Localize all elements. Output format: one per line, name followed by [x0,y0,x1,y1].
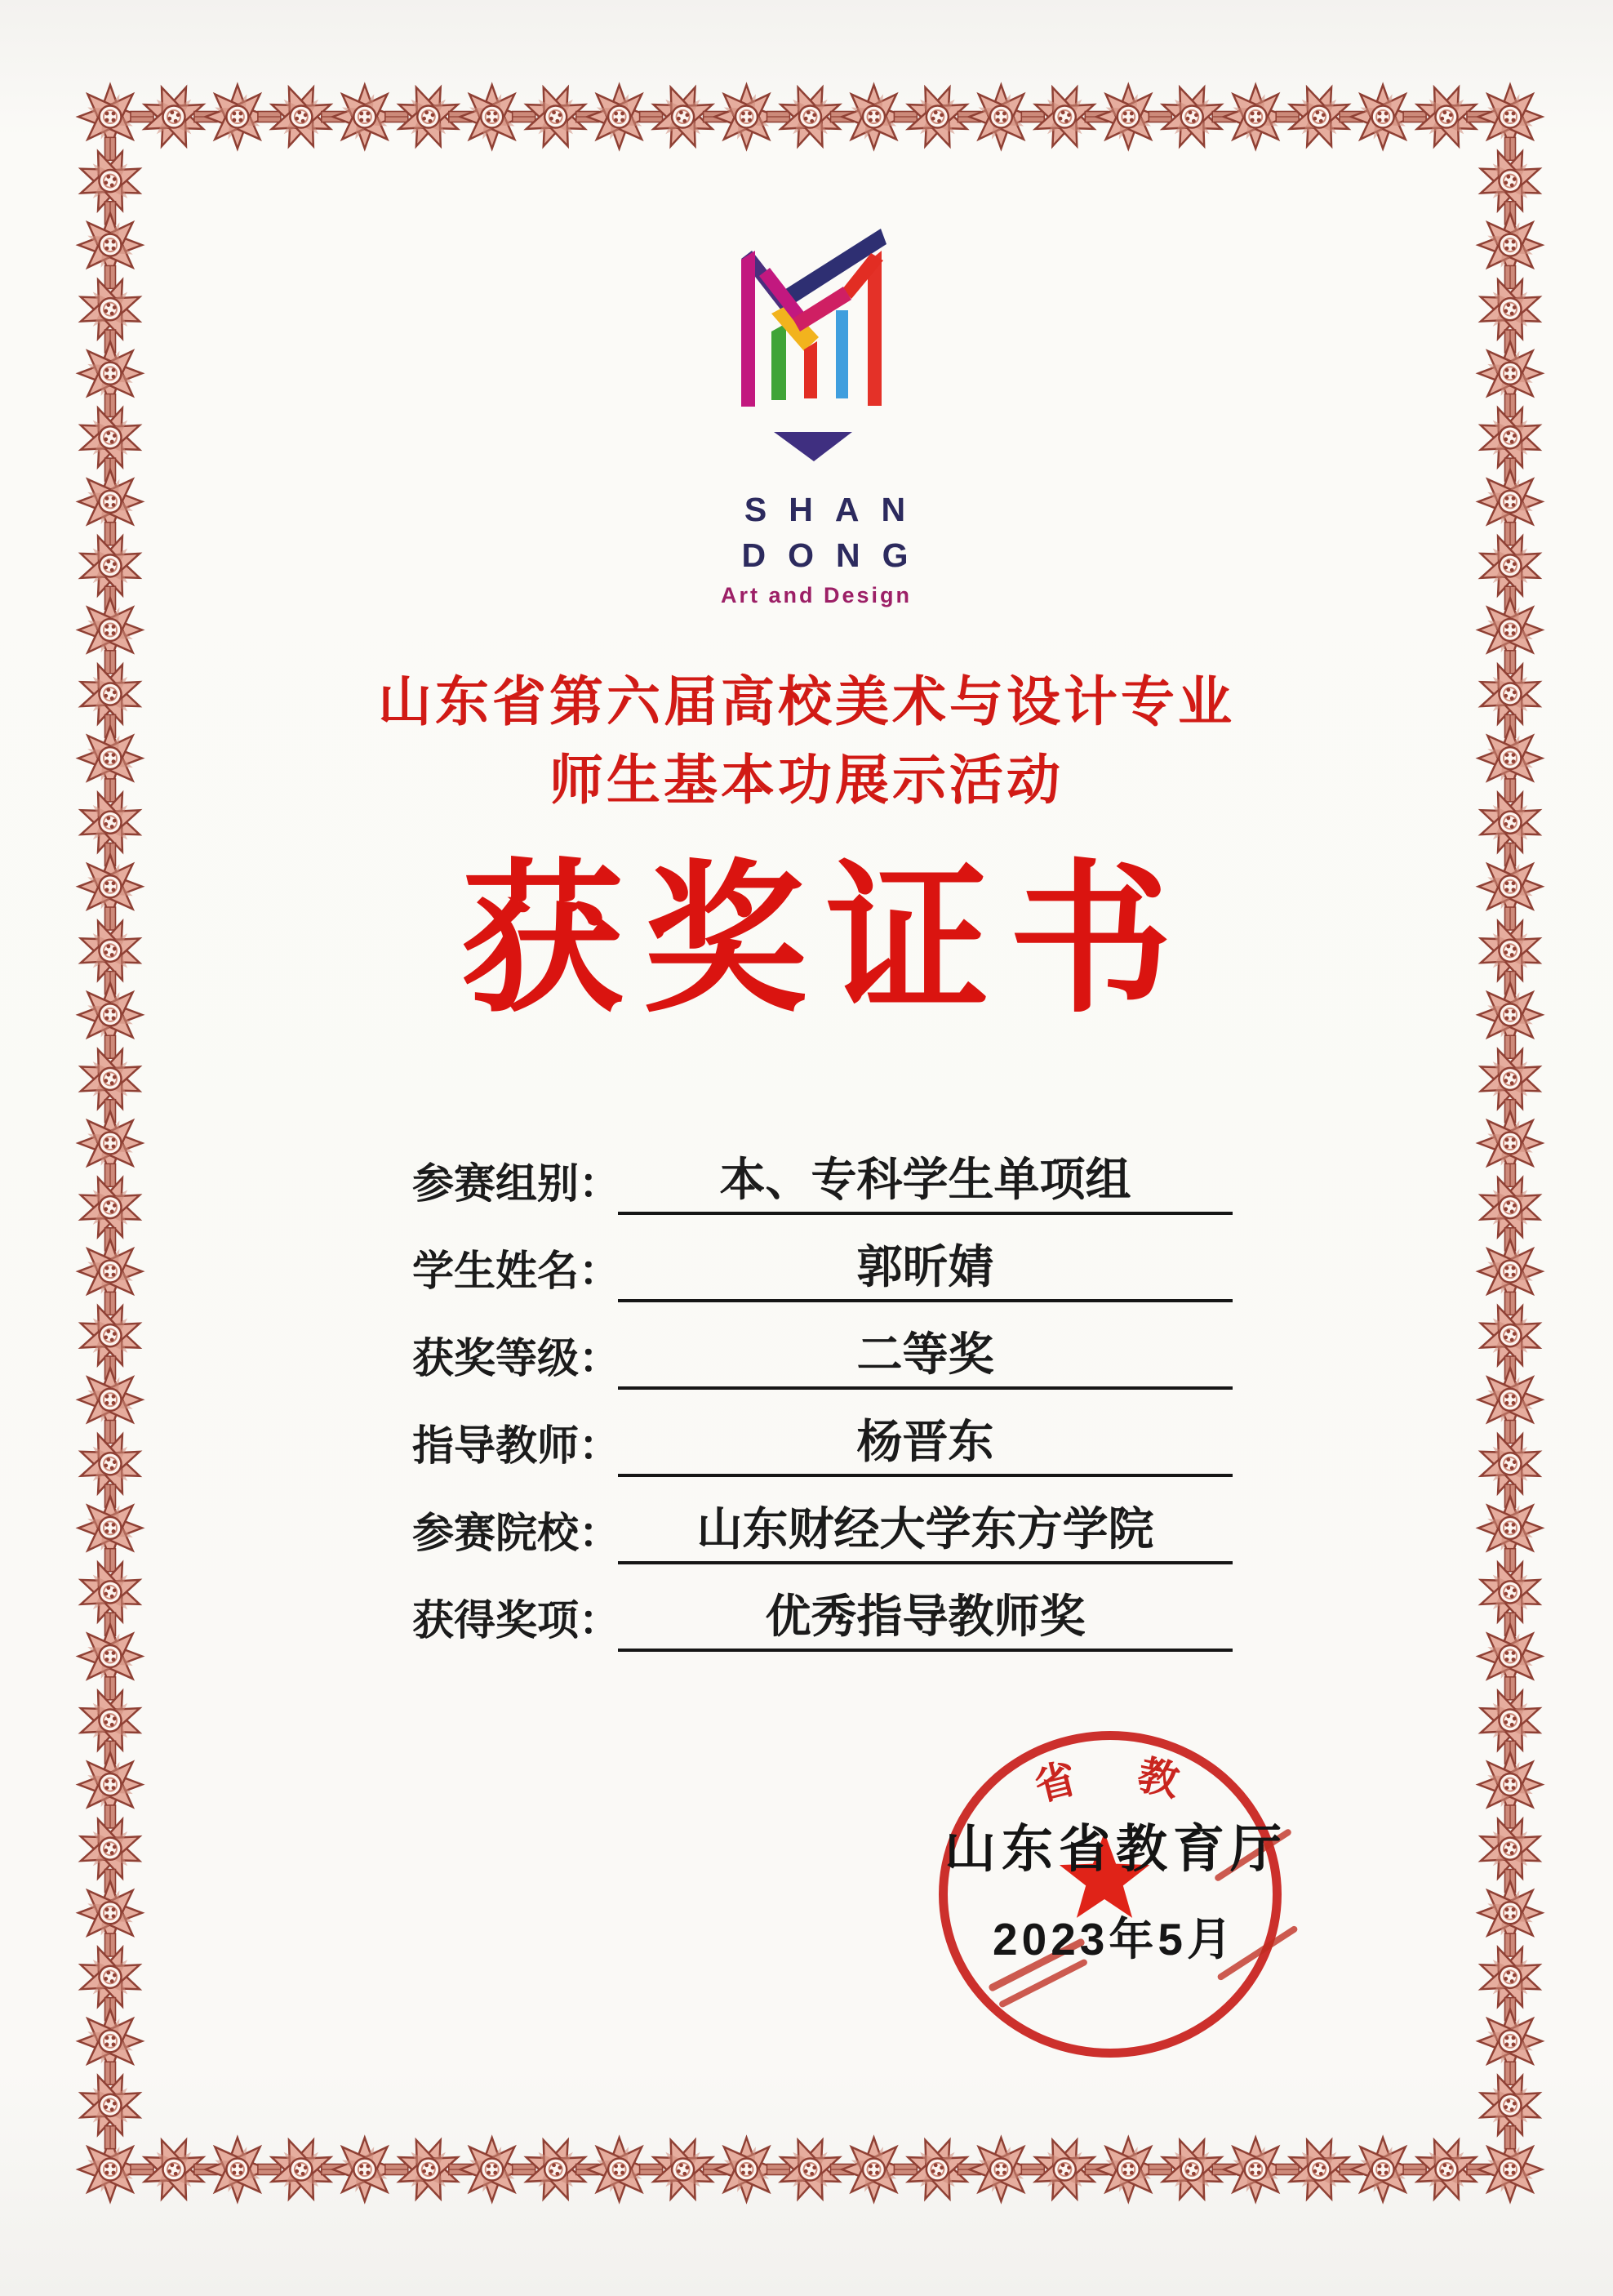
field-row-award-name [412,1588,1233,1652]
seal-arc-char-right: 教 [1133,1751,1184,1805]
field-label: 指导教师： [412,1422,621,1469]
field-value: 杨晋东 [618,1413,1233,1477]
seal-arc-char-left: 省 [1029,1755,1082,1810]
field-label: 参赛组别： [412,1160,621,1207]
field-row-award-level [412,1326,1233,1390]
field-value: 二等奖 [618,1326,1233,1390]
field-row-group [412,1151,1233,1215]
issue-date: 2023年5月 [993,1914,1236,1965]
event-title-line2: 师生基本功展示活动 [549,750,1064,810]
award-certificate-title: 获奖证书 [460,852,1192,1032]
field-value: 本、专科学生单项组 [618,1151,1233,1215]
event-title-line1: 山东省第六届高校美术与设计专业 [378,671,1235,732]
field-value: 郭昕婧 [618,1239,1233,1302]
certificate-fields [412,1151,1233,1675]
field-label: 获得奖项： [412,1597,621,1644]
field-row-advisor [412,1413,1233,1477]
field-label: 获奖等级： [412,1335,621,1382]
issuer-name: 山东省教育厅 [944,1821,1287,1878]
logo-text-dong: DONG [741,536,931,574]
official-seal [939,1731,1287,2058]
field-row-school [412,1501,1233,1564]
field-row-student-name [412,1239,1233,1302]
logo-tagline: Art and Design [720,583,913,607]
field-label: 学生姓名： [412,1248,621,1294]
field-value: 优秀指导教师奖 [618,1588,1233,1652]
logo-text-shan: SHAN [744,491,928,528]
shandong-art-design-logo-icon [740,226,887,467]
field-value: 山东财经大学东方学院 [618,1501,1233,1564]
field-label: 参赛院校： [412,1510,621,1556]
